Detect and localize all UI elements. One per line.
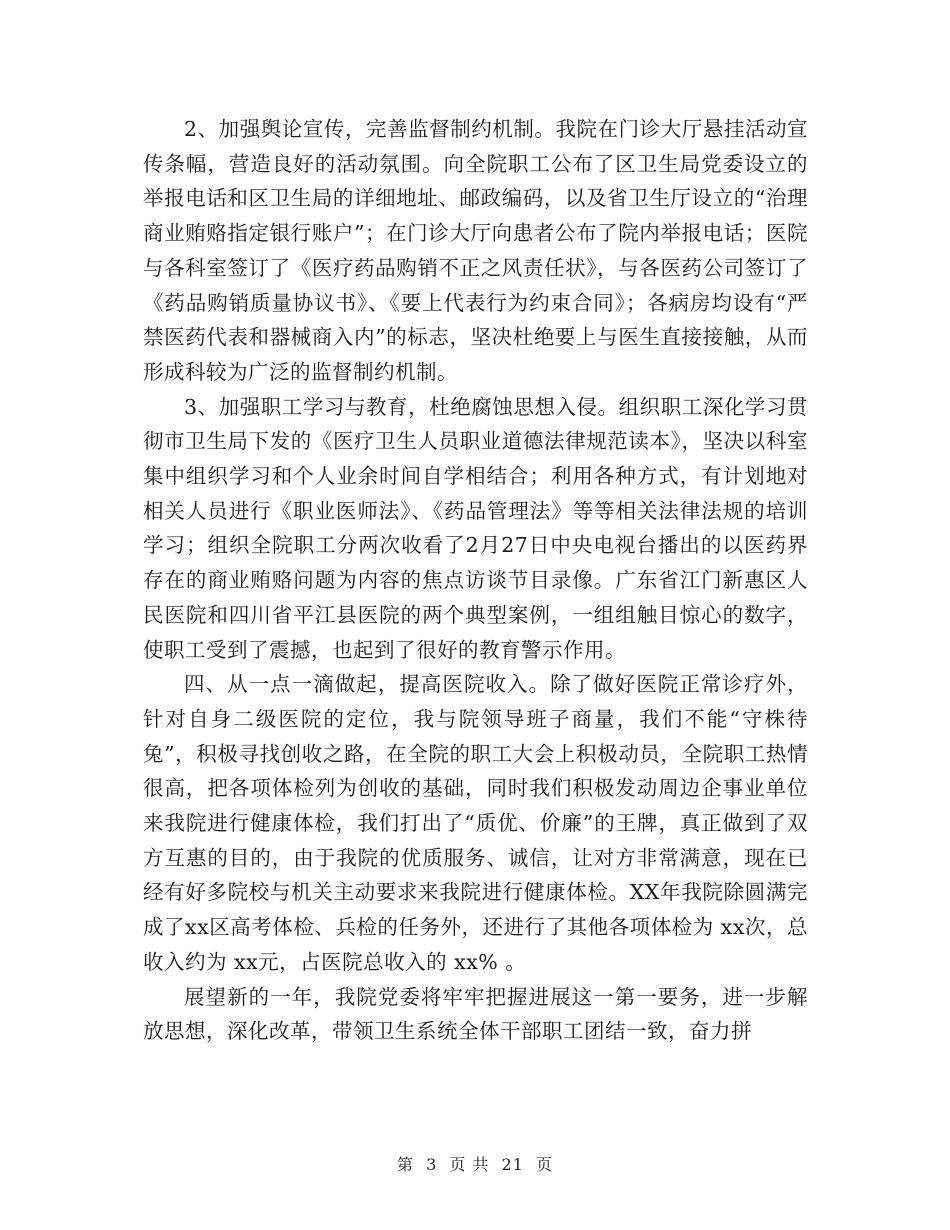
paragraph-outlook: 展望新的一年，我院党委将牢牢把握进展这一第一要务，进一步解放思想，深化改革，带领卫生系统全体干部职工团结一致，奋力拼 — [143, 984, 808, 1044]
paragraph-staff-education: 3、加强职工学习与教育，杜绝腐蚀思想入侵。组织职工深化学习贯彻市卫生局下发的《医疗卫生人员职业道德法律规范读本》，坚决以科室集中组织学习和个人业余时间自学相结合；利用各种方式，有计划地对相关人员进行《职业医师法》、《药品管理法》等等相关法律法规的培训学习；组织全院职工分两次收看了2月27日中央电视台播出的以医药界存在的商业贿赂问题为内容的焦点访谈节目录像。广东省江门新惠区人民医院和四川省平江县医院的两个典型案例，一组组触目惊心的数字，使职工受到了震撼，也起到了很好的教育警示作用。 — [143, 394, 808, 662]
paragraph-publicity: 2、加强舆论宣传，完善监督制约机制。我院在门诊大厅悬挂活动宣传条幅，营造良好的活动氛围。向全院职工公布了区卫生局党委设立的举报电话和区卫生局的详细地址、邮政编码，以及省卫生厅设立的“治理商业贿赂指定银行账户”；在门诊大厅向患者公布了院内举报电话；医院与各科室签订了《医疗药品购销不正之风责任状》，与各医药公司签订了《药品购销质量协议书》、《要上代表行为约束合同》；各病房均设有“严禁医药代表和器械商入内”的标志，坚决杜绝要上与医生直接接触，从而形成科较为广泛的监督制约机制。 — [143, 117, 808, 384]
document-body — [143, 112, 808, 1049]
page-footer — [0, 1152, 950, 1175]
footer-prefix: 第 — [396, 1155, 414, 1174]
footer-current-page: 3 — [426, 1155, 438, 1174]
footer-suffix: 页 — [536, 1155, 554, 1174]
footer-middle: 页 共 — [449, 1155, 490, 1174]
paragraph-hospital-income: 四、从一点一滴做起，提高医院收入。除了做好医院正常诊疗外，针对自身二级医院的定位，我与院领导班子商量，我们不能“守株待兔”，积极寻找创收之路，在全院的职工大会上积极动员，全院职工热情很高，把各项体检列为创收的基础，同时我们积极发动周边企事业单位来我院进行健康体检，我们打出了“质优、价廉”的王牌，真正做到了双方互惠的目的，由于我院的优质服务、诚信，让对方非常满意，现在已经有好多院校与机关主动要求来我院进行健康体检。XX年我院除圆满完成了xx区高考体检、兵检的任务外，还进行了其他各项体检为 xx次，总收入约为 xx元，占医院总收入的 xx% 。 — [143, 672, 808, 974]
footer-total-pages: 21 — [501, 1155, 524, 1174]
